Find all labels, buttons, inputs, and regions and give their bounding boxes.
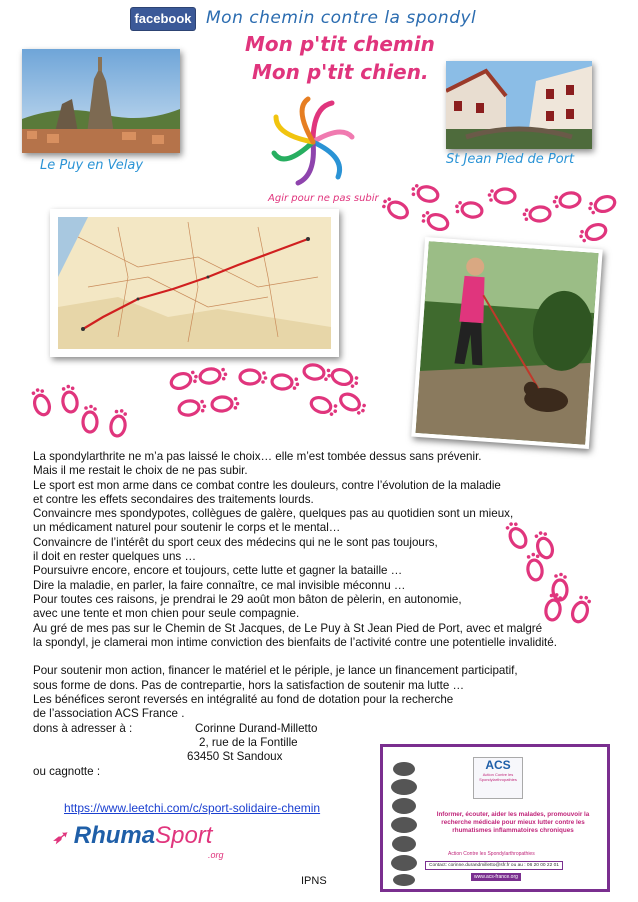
slogan: Agir pour ne pas subir	[268, 193, 379, 204]
leetchi-link[interactable]: https://www.leetchi.com/c/sport-solidaire-chemin	[64, 801, 321, 815]
body-line-blank	[33, 650, 613, 664]
body-line: Dire la maladie, en parler, la faire connaître, ce mal invisible méconnu …	[33, 578, 406, 592]
sport-text: Sport	[155, 822, 213, 849]
body-line: Pour toutes ces raisons, je prendrai le 29 août mon bâton de pèlerin, en autonomie,	[33, 592, 462, 606]
body-line: Convaincre de l’intérêt du sport ceux des médecins qui ne le sont pas toujours,	[33, 535, 438, 549]
body-line: avec une tente et mon chien pour seule compagnie.	[33, 607, 300, 621]
body-line: Mais il me restait le choix de ne pas subir.	[33, 464, 248, 478]
donation-row	[33, 722, 613, 736]
acs-website[interactable]: www.acs-france.org	[471, 873, 521, 881]
acs-logo	[473, 757, 523, 799]
facebook-badge[interactable]: facebook	[131, 8, 195, 30]
swoosh-icon: ➶	[52, 827, 68, 847]
body-line: Poursuivre encore, encore et toujours, cette lutte et gagner la bataille …	[33, 564, 403, 578]
le-puy-caption: Le Puy en Velay	[40, 158, 144, 173]
body-line: Les bénéfices seront reversés en intégralité au fond de dotation pour la recherche	[33, 693, 454, 707]
rhumasport-logo	[52, 822, 224, 860]
main-text	[33, 450, 613, 779]
body-line: Le sport est mon arme dans ce combat contre les douleurs, contre l’évolution de la maladie	[33, 478, 501, 492]
acs-message: Informer, écouter, aider les malades, promouvoir la recherche médicale pour mieux lutter contre les rhumatismes inflammatoires chroniques	[436, 811, 590, 834]
body-line: il doit en rester quelques uns …	[33, 550, 197, 564]
acs-association: Action Contre les Spondylarthropathies	[448, 851, 535, 857]
title-line-2: Mon p'tit chemin	[245, 32, 435, 56]
donation-street: 2, rue de la Fontille	[199, 735, 298, 749]
org-text: .org	[208, 850, 224, 860]
body-line: sous forme de dons. Pas de contrepartie, hors la satisfaction de soutenir ma lutte …	[33, 678, 465, 692]
acs-logo-text: ACS	[485, 758, 511, 772]
title-line-1: Mon chemin contre la spondyl	[206, 8, 477, 28]
body-line: Au gré de mes pas sur le Chemin de St Jacques, de Le Puy à St Jean Pied de Port, avec et malgré	[33, 621, 543, 635]
acs-contact: Contact: corinne.durandmilletto@sfr.fr ou au : 06 20 00 22 01	[425, 861, 563, 870]
donation-city: 63450 St Sandoux	[187, 750, 283, 764]
cagnotte-label: ou cagnotte :	[33, 764, 101, 778]
stones-icon	[389, 759, 419, 887]
title-line-3: Mon p'tit chien.	[252, 60, 429, 84]
rhuma-text: Rhuma	[73, 822, 156, 849]
body-line: Convaincre mes spondypotes, collègues de galère, quelques pas au quotidien sont un mieux,	[33, 507, 514, 521]
body-line: La spondylarthrite ne m’a pas laissé le choix… elle m’est tombée dessus sans prévenir.	[33, 450, 482, 463]
body-line: et contre les effets secondaires des traitements lourds.	[33, 492, 314, 506]
st-jean-caption: St Jean Pied de Port	[446, 152, 575, 167]
donation-name: Corinne Durand-Milletto	[195, 721, 318, 735]
acs-box	[380, 744, 610, 892]
ipns-label: IPNS	[301, 875, 327, 887]
body-line: la spondyl, je clamerai mon intime conviction des bienfaits de l’activité contre une potentielle invalidité.	[33, 635, 557, 649]
body-line: Pour soutenir mon action, financer le matériel et le périple, je lance un financement participatif,	[33, 664, 518, 678]
body-line: de l’association ACS France .	[33, 707, 185, 721]
donation-label: dons à adresser à :	[33, 721, 133, 735]
body-line: un médicament naturel pour soutenir le corps et le mental…	[33, 521, 341, 535]
acs-logo-sub: Action Contre les Spondylarthropathies	[479, 772, 517, 782]
